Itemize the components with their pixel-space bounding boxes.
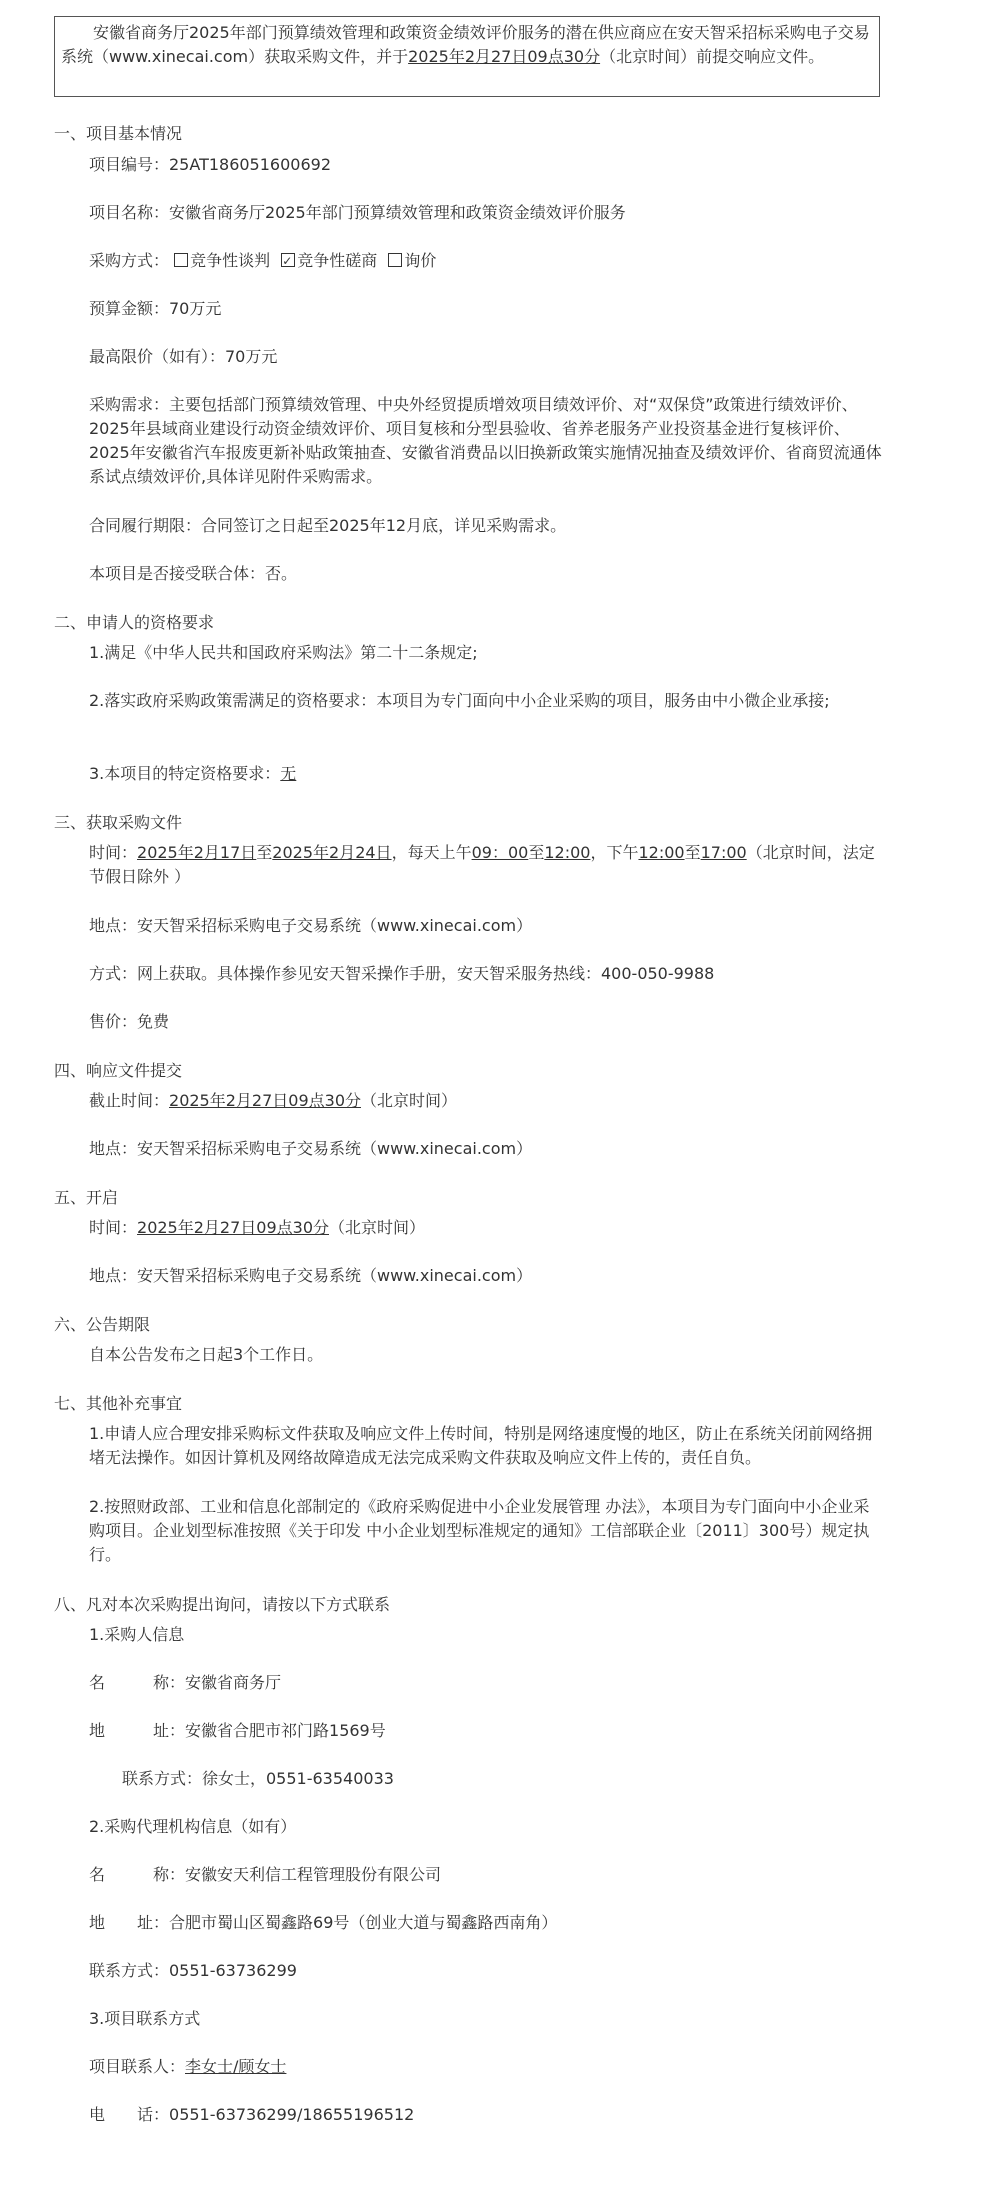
section6-heading: 六、公告期限 [54, 1315, 151, 1334]
acquire-way: 方式：网上获取。具体操作参见安天智采操作手册，安天智采服务热线：400-050-9988 [89, 964, 715, 983]
method-label: 采购方式： [89, 251, 170, 270]
project-phone-label: 电 话： [89, 2105, 170, 2124]
supplement-1: 1.申请人应合理安排采购标文件获取及响应文件上传时间，特别是网络速度慢的地区，防止在系统关闭前网络拥堵无法操作。如因计算机及网络故障造成无法完成采购文件获取及响应文件上传的，责任自负。 [89, 1424, 873, 1467]
method-negotiation [174, 251, 270, 270]
buyer-address-label: 地 址： [89, 1721, 186, 1740]
section5-heading: 五、开启 [54, 1188, 119, 1207]
pm-text: ，下午 [590, 843, 639, 862]
supplement-2: 2.按照财政部、工业和信息化部制定的《政府采购促进中小企业发展管理 办法》，本项目为专门面向中小企业采购项目。企业划型标准按照《关于印发 中小企业划型标准规定的通知》工信部联企业〔2011〕300号）规定执行。 [89, 1497, 870, 1564]
open-time-label: 时间： [89, 1218, 138, 1237]
buyer-address-value: 安徽省合肥市祁门路1569号 [185, 1721, 386, 1740]
project-contact-value: 李女士/顾女士 [185, 2057, 287, 2076]
project-contact-label: 项目联系人： [89, 2057, 186, 2076]
agent-title: 2.采购代理机构信息（如有） [89, 1817, 297, 1836]
agent-address [89, 1911, 884, 1935]
buyer-name-label: 名 称： [89, 1673, 186, 1692]
open-place: 地点：安天智采招标采购电子交易系统（www.xinecai.com） [89, 1266, 533, 1285]
open-time-tail: （北京时间） [329, 1218, 426, 1237]
am-end: 12:00 [544, 843, 591, 862]
agent-name-value: 安徽安天利信工程管理股份有限公司 [185, 1865, 442, 1884]
consortium: 本项目是否接受联合体：否。 [89, 564, 298, 583]
project-name: 项目名称：安徽省商务厅2025年部门预算绩效管理和政策资金绩效评价服务 [89, 203, 626, 222]
agent-name [89, 1863, 884, 1887]
section7-heading: 七、其他补充事宜 [54, 1394, 183, 1413]
buyer-address [89, 1719, 884, 1743]
project-phone-value: 0551-63736299/18655196512 [169, 2105, 415, 2124]
method-consultation [281, 251, 377, 270]
qualification-3-label: 3.本项目的特定资格要求： [89, 764, 281, 783]
method-option-label: 竞争性谈判 [190, 251, 271, 270]
checkbox-icon [174, 253, 188, 267]
qualification-3-value: 无 [280, 764, 297, 783]
date-to: 2025年2月24日 [272, 843, 392, 862]
method-option-label: 竞争性磋商 [297, 251, 378, 270]
am-start: 09：00 [471, 843, 529, 862]
deadline-label: 截止时间： [89, 1091, 170, 1110]
date-from: 2025年2月17日 [137, 843, 257, 862]
agent-name-label: 名 称： [89, 1865, 186, 1884]
notice-text-b: （北京时间）前提交响应文件。 [600, 47, 825, 66]
submit-deadline [89, 1089, 884, 1113]
notice-text-a: 安徽省商务厅2025年部门预算绩效管理和政策资金绩效评价服务的潜在供应商应在安天智采招标采购电子交易系统（www.xinecai.com）获取采购文件，并于 [61, 23, 870, 66]
section3-heading: 三、获取采购文件 [54, 813, 183, 832]
procurement-method [89, 249, 884, 273]
project-contact-title: 3.项目联系方式 [89, 2009, 201, 2028]
open-time [89, 1216, 884, 1240]
project-phone [89, 2103, 884, 2127]
buyer-name-value: 安徽省商务厅 [185, 1673, 282, 1692]
notice-box [54, 16, 880, 97]
demand: 采购需求：主要包括部门预算绩效管理、中央外经贸提质增效项目绩效评价、对“双保贷”政策进行绩效评价、2025年县域商业建设行动资金绩效评价、项目复核和分型县验收、省养老服务产业投资基金进行复核评价、2025年安徽省汽车报废更新补贴政策抽查、安徽省消费品以旧换新政策实施情况抽查及绩效评价、省商贸流通体系试点绩效评价,具体详见附件采购需求。 [89, 395, 882, 486]
acquire-price: 售价：免费 [89, 1012, 170, 1031]
to-text: 至 [256, 843, 273, 862]
time-tail: （北京时间，法定节假日除外 ） [89, 843, 875, 886]
qualification-2: 2.落实政府采购政策需满足的资格要求：本项目为专门面向中小企业采购的项目，服务由中小微企业承接; [89, 691, 830, 710]
method-inquiry [388, 251, 436, 270]
pm-start: 12:00 [638, 843, 685, 862]
deadline-tail: （北京时间） [361, 1091, 458, 1110]
section2-heading: 二、申请人的资格要求 [54, 613, 215, 632]
project-no: 项目编号：25AT186051600692 [89, 155, 331, 174]
method-option-label: 询价 [404, 251, 437, 270]
section4-heading: 四、响应文件提交 [54, 1061, 183, 1080]
agent-address-value: 合肥市蜀山区蜀鑫路69号（创业大道与蜀鑫路西南角） [169, 1913, 558, 1932]
agent-contact: 联系方式：0551-63736299 [89, 1961, 297, 1980]
max-price: 最高限价（如有）：70万元 [89, 347, 278, 366]
section1-heading: 一、项目基本情况 [54, 124, 183, 143]
am-text: ，每天上午 [391, 843, 472, 862]
to-text: 至 [684, 843, 701, 862]
buyer-name [89, 1671, 884, 1695]
buyer-title: 1.采购人信息 [89, 1625, 185, 1644]
project-contact-person [89, 2055, 884, 2079]
notice-deadline: 2025年2月27日09点30分 [408, 47, 601, 66]
notice-period: 自本公告发布之日起3个工作日。 [89, 1345, 324, 1364]
agent-address-label: 地 址： [89, 1913, 170, 1932]
submit-place: 地点：安天智采招标采购电子交易系统（www.xinecai.com） [89, 1139, 533, 1158]
deadline-value: 2025年2月27日09点30分 [169, 1091, 361, 1110]
checkbox-checked-icon [281, 253, 295, 267]
pm-end: 17:00 [700, 843, 747, 862]
section8-heading: 八、凡对本次采购提出询问，请按以下方式联系 [54, 1595, 391, 1614]
buyer-contact: 联系方式：徐女士，0551-63540033 [122, 1769, 394, 1788]
open-time-value: 2025年2月27日09点30分 [137, 1218, 329, 1237]
to-text: 至 [528, 843, 545, 862]
acquire-place: 地点：安天智采招标采购电子交易系统（www.xinecai.com） [89, 916, 533, 935]
contract-period: 合同履行期限：合同签订之日起至2025年12月底，详见采购需求。 [89, 516, 567, 535]
qualification-1: 1.满足《中华人民共和国政府采购法》第二十二条规定; [89, 643, 478, 662]
budget: 预算金额：70万元 [89, 299, 222, 318]
time-label: 时间： [89, 843, 138, 862]
checkbox-icon [388, 253, 402, 267]
acquire-time [89, 841, 884, 889]
qualification-3 [89, 762, 884, 786]
